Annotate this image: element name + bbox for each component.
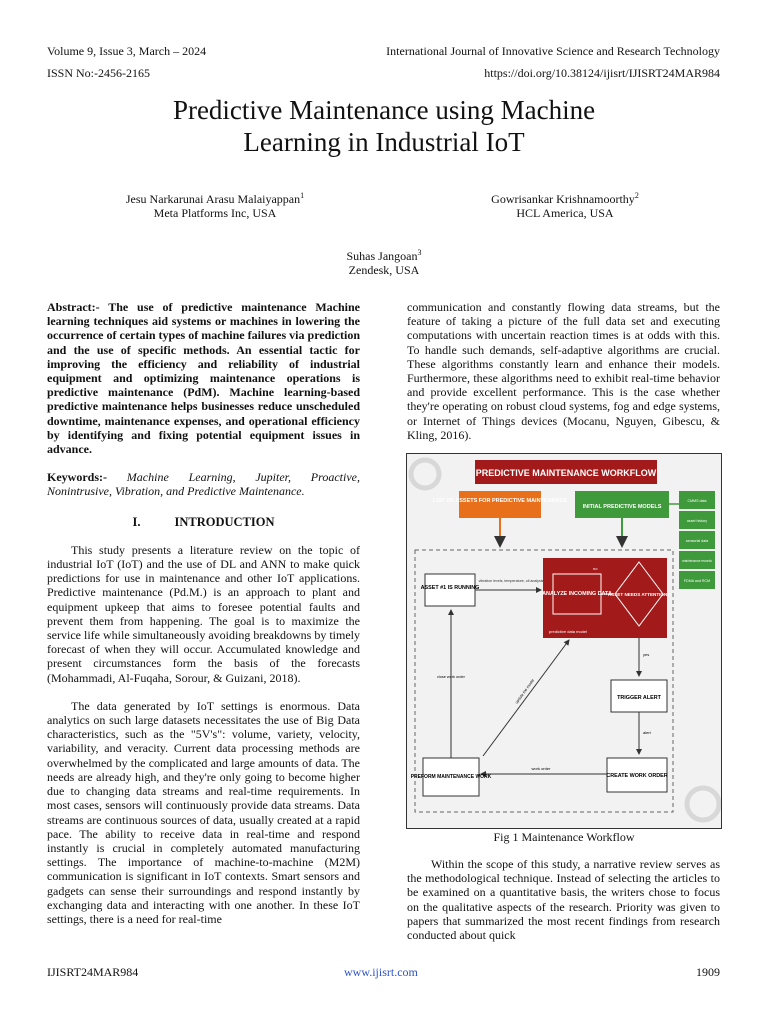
author-2-name: Gowrisankar Krishnamoorthy [491,192,635,206]
paragraph-1: This study presents a literature review on the topic of industrial IoT (IoT) and the use of DL and ANN to make quick predictions for use in maintenance and other IoT applications. Predictive maintenance (Pd.M.) is an approach to plant and equipment upkeep that aims to foresee potential faults and prevent them from happening. The goal is to maximize the service life while simultaneously avoiding breakdowns by timely forecast of when they will occur. Accumulated knowledge and present circumstances form the basis of the forecasts (Mohammadi, Al-Fuqaha, Sorour, & Guizani, 2018). [47,542,360,685]
author-1-affiliation: Meta Platforms Inc, USA [153,206,277,220]
paragraph-2: The data generated by IoT settings is enormous. Data analytics on such large datasets necessitates the use of Big Data characteristics, such as the "5V's": volume, variety, velocity, variability, and veracity. Current data processing methods are overwhelmed by the complicated and large amounts of data. The needs are already high, and they're only going to become higher due to changing data streams and real-time requirements. In most cases, sensors will continuously provide data streams. Data streams are continuous sources of data, usually created at a rapid pace. The ability to receive data in real-time and respond instantly is crucial in completely automated manufacturing settings. The importance of machine-to-machine (M2M) communication is significant in IoT contexts. Smart sensors and gadgets can sense their surroundings and respond instantly by exchanging data and interacting with one another. In these IoT settings, there is a need for real-time [47,698,360,926]
keywords [47,470,360,498]
no-label: no [593,566,598,571]
paragraph-3: communication and constantly flowing data streams, but the feature of taking a picture of the full data set and executing computations with uncertain reaction times is at odds with this. To handle such demands, self-adaptive algorithms are crucial. These algorithms constantly learn and enhance their models. Furthermore, these algorithms need to exhibit real-time behavior and provide excellent performance. This is the case whether they're operating on robust cloud systems, fog and edge systems, or Internet of Things devices (Mocanu, Nguyen, Gibescu, & Kling, 2016). [407,300,720,442]
model-label: predictive data model [549,629,588,634]
assets-list-label: LIST OF ASSETS FOR PREDICTIVE MAINTENANCE [432,498,568,504]
volume-info: Volume 9, Issue 3, March – 2024 [47,44,207,58]
journal-name: International Journal of Innovative Science and Research Technology [386,44,720,58]
title-line-2: Learning in Industrial IoT [243,127,525,157]
footer-website-link[interactable]: www.ijisrt.com [344,965,418,979]
side-item-1: CMMS data [687,499,707,503]
trigger-label: TRIGGER ALERT [617,695,661,701]
update-label: update the model [514,678,536,705]
right-column-top [407,300,720,442]
workflow-figure [406,453,722,829]
author-3 [234,246,534,277]
abstract-text: The use of predictive maintenance Machine learning techniques aid systems or machines in lowering the occurrence of certain types of machine failures via prediction and the use of specific methods. An essential tactic for improving the efficiency and reliability of industrial equipment and optimizing maintenance operations is predictive maintenance (PdM). Machine learning-based predictive maintenance helps businesses reduce unscheduled downtime, maintenance expenses, and operational efficiency by identifying and fixing potential equipment issues in advance. [47,300,360,457]
initial-models-label: INITIAL PREDICTIVE MODELS [582,504,662,510]
create-label: CREATE WORK ORDER [606,773,668,779]
workflow-diagram [407,454,721,828]
figure-caption: Fig 1 Maintenance Workflow [493,830,635,844]
side-item-2: asset history [686,519,708,523]
author-3-sup: 3 [417,248,422,257]
assets-list-box [459,491,541,518]
author-1-name: Jesu Narkarunai Arasu Malaiyappan [125,192,301,206]
keywords-text: Machine Learning, Jupiter, Proactive, Nonintrusive, Vibration, and Predictive Maintenance. [47,470,360,499]
page-number: 1909 [696,965,720,979]
footer-id: IJISRT24MAR984 [47,965,139,979]
yes-label: yes [643,652,650,657]
abstract [47,300,360,456]
paragraph-4: Within the scope of this study, a narrative review serves as the methodological technique. Instead of selecting the articles to be examined on a quantitative basis, the writers chose to focus on the qualitative aspects of the research. Priority was given to papers that summarized the most recent findings from research conducted about quick [407,857,720,943]
side-data-stack [679,491,715,589]
analyze-label: ANALYZE INCOMING DATA [542,591,612,597]
author-3-affiliation: Zendesk, USA [348,263,420,277]
keywords-label: Keywords:- [47,470,107,485]
figure-title: PREDICTIVE MAINTENANCE WORKFLOW [475,468,657,478]
work-order-label: work order [531,766,551,771]
title-line-1: Predictive Maintenance using Machine [172,95,596,125]
doi-link[interactable]: https://doi.org/10.38124/ijisrt/IJISRT24MAR984 [484,66,720,80]
close-label: close work order [437,675,465,679]
abstract-label: Abstract:- [47,300,100,314]
gear-icon [687,788,719,820]
attention-label: ASSET NEEDS ATTENTION? [607,592,671,597]
section-heading [47,515,360,529]
alert-label: alert [643,730,651,735]
author-2-sup: 2 [634,191,639,200]
author-1-sup: 1 [300,191,305,200]
issn: ISSN No:-2456-2165 [47,66,151,80]
right-column-bottom [407,857,720,942]
author-3-name: Suhas Jangoan [346,249,418,263]
section-number: I. [132,514,141,529]
paper-title [0,94,768,158]
sensor-label: vibration levels, temperature, oil analysis [478,579,544,583]
side-item-3: sensorial data [685,539,709,543]
left-column [47,300,360,926]
preform-label: PREFORM MAINTENANCE WORK [410,774,492,780]
gear-icon [411,460,439,488]
asset-running-label: ASSET #1 IS RUNNING [420,585,480,591]
side-item-4: maintenance records [682,559,712,563]
author-2 [420,189,710,220]
author-1 [70,189,360,220]
side-item-5: FDMA and RCM [683,579,711,583]
author-2-affiliation: HCL America, USA [516,206,614,220]
section-title: INTRODUCTION [174,514,275,529]
